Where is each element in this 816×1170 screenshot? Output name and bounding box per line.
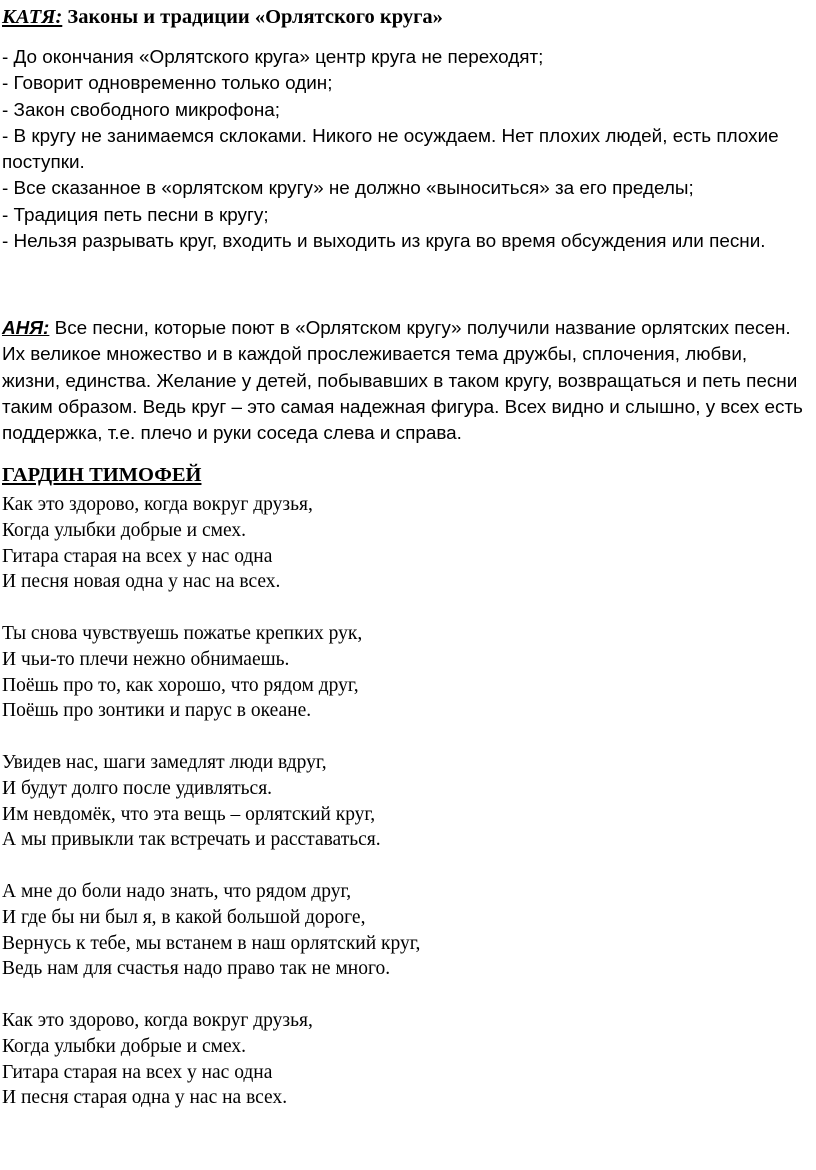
poem-line: А мы привыкли так встречать и расставаться. (2, 829, 381, 851)
poem-line: Увидев нас, шаги замедлят люди вдруг, (2, 751, 327, 773)
poem-line: И песня старая одна у нас на всех. (2, 1087, 288, 1109)
rule-item: - В кругу не занимаемся склоками. Никого не осуждаем. Нет плохих людей, есть плохие поступки. (2, 125, 779, 174)
stanza (2, 750, 702, 853)
poem-line: Поёшь про зонтики и парус в океане. (2, 700, 312, 722)
rule-item: - Говорит одновременно только один; (2, 73, 333, 95)
poem-line: Им невдомёк, что эта вещь – орлятский круг, (2, 803, 376, 825)
stanza (2, 1008, 702, 1111)
poem-line: Когда улыбки добрые и смех. (2, 1035, 246, 1057)
rule-item: - До окончания «Орлятского круга» центр круга не переходят; (2, 47, 544, 68)
anya-paragraph (2, 316, 804, 447)
poem-line: А мне до боли надо знать, что рядом друг, (2, 880, 352, 902)
speaker-label-anya: АНЯ: (2, 318, 50, 339)
song-title: ГАРДИН ТИМОФЕЙ (2, 464, 202, 486)
poem-line: Вернусь к тебе, мы встанем в наш орлятский круг, (2, 932, 421, 954)
poem-line: Поёшь про то, как хорошо, что рядом друг, (2, 674, 359, 696)
poem-line: Ты снова чувствуешь пожатье крепких рук, (2, 622, 363, 644)
stanza (2, 621, 702, 724)
rules-list (2, 45, 802, 255)
stanza (2, 492, 702, 595)
rule-item: - Традиция петь песни в кругу; (2, 204, 269, 226)
poem-line: И где бы ни был я, в какой большой дороге, (2, 906, 366, 928)
poem-line: Как это здорово, когда вокруг друзья, (2, 1009, 313, 1031)
poem-line: Ведь нам для счастья надо право так не много. (2, 958, 391, 980)
poem-line: Как это здорово, когда вокруг друзья, (2, 494, 313, 515)
poem (2, 492, 702, 1137)
rule-item: - Закон свободного микрофона; (2, 99, 281, 121)
poem-line: Когда улыбки добрые и смех. (2, 519, 246, 541)
poem-line: И чьи-то плечи нежно обнимаешь. (2, 648, 290, 670)
poem-line: Гитара старая на всех у нас одна (2, 545, 273, 567)
heading-title: Законы и традиции «Орлятского круга» (67, 6, 443, 28)
poem-line: И песня новая одна у нас на всех. (2, 571, 281, 593)
rule-item: - Все сказанное в «орлятском кругу» не должно «выноситься» за его пределы; (2, 178, 694, 200)
section-heading (2, 6, 443, 29)
poem-line: И будут долго после удивляться. (2, 777, 273, 799)
speaker-label-katya: КАТЯ: (2, 6, 63, 28)
anya-text: Все песни, которые поют в «Орлятском кругу» получили название орлятских песен. Их великое множество и в каждой прослеживается тема дружбы, сплочения, любви, жизни, единства. Желание у детей, побывавших в таком кругу, возвращаться и петь песни таким образом. Ведь круг – это самая надежная фигура. Всех видно и слышно, у всех есть поддержка, т.е. плечо и руки соседа слева и справа. (2, 318, 803, 445)
rule-item: - Нельзя разрывать круг, входить и выходить из круга во время обсуждения или песни. (2, 231, 766, 253)
stanza (2, 879, 702, 982)
poem-line: Гитара старая на всех у нас одна (2, 1061, 273, 1083)
